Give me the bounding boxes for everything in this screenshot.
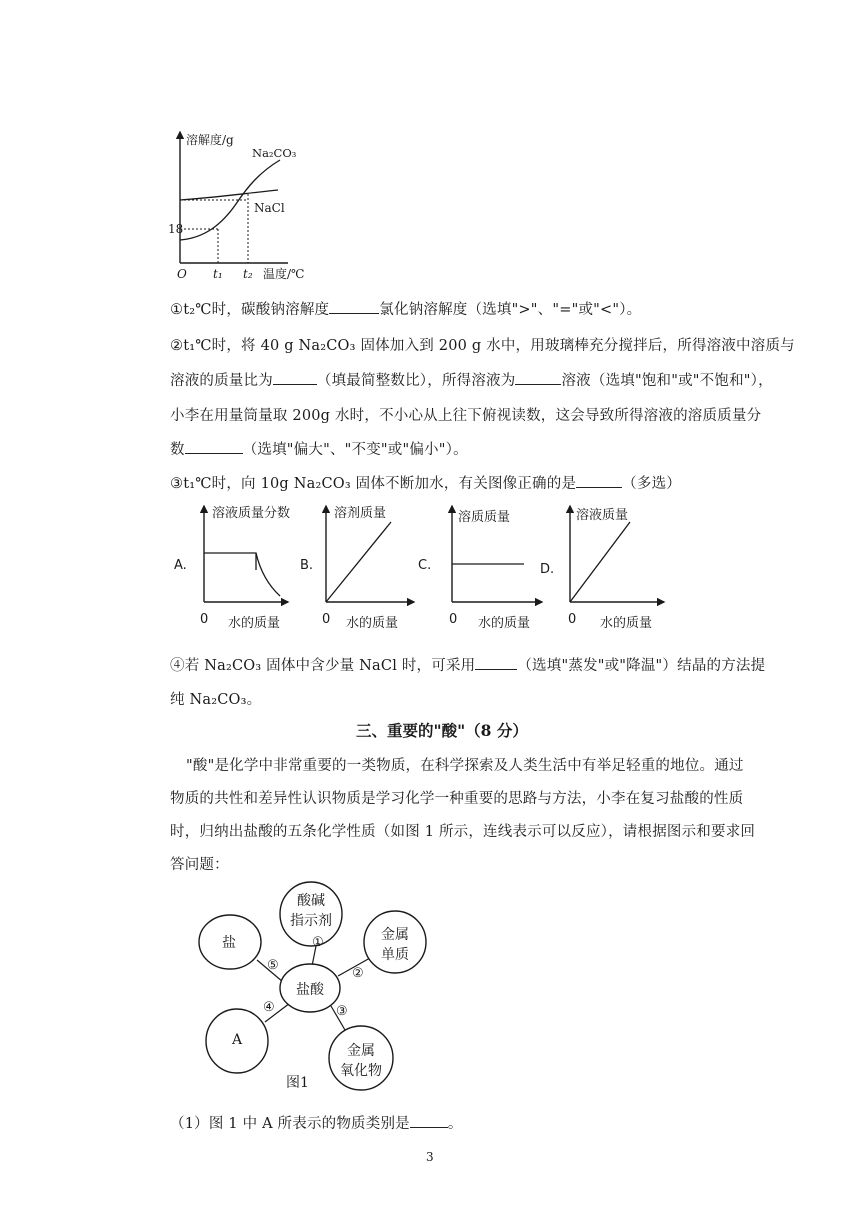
answer-blank-4[interactable] bbox=[185, 441, 243, 454]
y-tick-18: 18 bbox=[168, 222, 184, 236]
node-metal-label-2: 单质 bbox=[381, 947, 409, 963]
node-a-label: A bbox=[232, 1032, 243, 1048]
question-section3-1: （1）图 1 中 A 所表示的物质类别是 。 bbox=[170, 1116, 463, 1132]
option-a bbox=[168, 500, 298, 635]
intro-line-1: "酸"是化学中非常重要的一类物质，在科学探索及人类生活中有举足轻重的地位。通过 bbox=[186, 758, 744, 774]
option-letter-c: C. bbox=[418, 558, 432, 573]
x-tick-t1: t₁ bbox=[213, 267, 223, 281]
question-1: ①t₂℃时，碳酸钠溶解度 氯化钠溶解度（选填">"、"="或"<"）。 bbox=[170, 302, 642, 318]
option-b bbox=[296, 500, 421, 635]
option-letter-b: B. bbox=[300, 558, 314, 573]
option-a-origin: 0 bbox=[200, 612, 209, 627]
answer-blank-7[interactable] bbox=[410, 1115, 448, 1128]
edge-label-1: ① bbox=[312, 935, 324, 950]
option-d-xlabel: 水的质量 bbox=[600, 616, 653, 631]
answer-blank-3[interactable] bbox=[515, 372, 561, 385]
option-d-ylabel: 溶液质量 bbox=[576, 508, 629, 523]
x-axis-label: 温度/℃ bbox=[263, 267, 305, 281]
answer-blank-2[interactable] bbox=[273, 372, 317, 385]
option-c-xlabel: 水的质量 bbox=[478, 616, 531, 631]
answer-blank-5[interactable] bbox=[576, 475, 622, 488]
intro-line-3: 时，归纳出盐酸的五条化学性质（如图 1 所示，连线表示可以反应），请根据图示和要求回 bbox=[170, 824, 756, 840]
intro-line-4: 答问题： bbox=[170, 857, 229, 873]
option-b-ylabel: 溶剂质量 bbox=[334, 506, 387, 521]
y-axis-label: 溶解度/g bbox=[186, 133, 234, 147]
diagram-hydrochloric-acid bbox=[195, 878, 445, 1098]
option-c-origin: 0 bbox=[449, 612, 458, 627]
option-a-xlabel: 水的质量 bbox=[228, 616, 281, 631]
edge-label-4: ④ bbox=[263, 1000, 275, 1015]
node-center-label: 盐酸 bbox=[296, 982, 324, 998]
edge-label-3: ③ bbox=[336, 1004, 348, 1019]
intro-line-2: 物质的共性和差异性认识物质是学习化学一种重要的思路与方法，小李在复习盐酸的性质 bbox=[170, 791, 744, 807]
edge-label-2: ② bbox=[352, 966, 364, 981]
option-d bbox=[538, 500, 668, 635]
node-metal-oxide-label-1: 金属 bbox=[347, 1043, 375, 1059]
option-d-origin: 0 bbox=[568, 612, 577, 627]
series-label-nacl: NaCl bbox=[254, 201, 285, 215]
question-3: ③t₁℃时，向 10g Na₂CO₃ 固体不断加水，有关图像正确的是 （多选） bbox=[170, 476, 681, 492]
option-b-origin: 0 bbox=[322, 612, 331, 627]
question-2-line-2: 溶液的质量比为 （填最简整数比），所得溶液为 溶液（选填"饱和"或"不饱和"）， bbox=[170, 373, 773, 389]
origin-label: O bbox=[177, 267, 187, 281]
question-2-line-1: ②t₁℃时，将 40 g Na₂CO₃ 固体加入到 200 g 水中，用玻璃棒充分搅拌后，所得溶液中溶质与 bbox=[170, 338, 795, 354]
option-c-ylabel: 溶质质量 bbox=[458, 510, 511, 525]
option-a-ylabel: 溶液质量分数 bbox=[212, 506, 291, 521]
node-indicator-label-1: 酸碱 bbox=[297, 893, 325, 909]
x-tick-t2: t₂ bbox=[243, 267, 253, 281]
node-metal-oxide-label-2: 氧化物 bbox=[340, 1063, 382, 1079]
question-4-line-1: ④若 Na₂CO₃ 固体中含少量 NaCl 时，可采用 （选填"蒸发"或"降温"）结晶的方法提 bbox=[170, 658, 766, 674]
question-2-line-3: 小李在用量筒量取 200g 水时，不小心从上往下俯视读数，这会导致所得溶液的溶质质量分 bbox=[170, 408, 762, 424]
option-letter-d: D. bbox=[540, 562, 555, 577]
node-salt-label: 盐 bbox=[222, 935, 236, 951]
diagram-caption: 图1 bbox=[286, 1075, 309, 1091]
section-title: 三、重要的"酸"（8 分） bbox=[356, 721, 528, 740]
answer-blank-1[interactable] bbox=[329, 301, 379, 314]
option-letter-a: A. bbox=[174, 558, 187, 573]
question-2-line-4: 数 （选填"偏大"、"不变"或"偏小"）。 bbox=[170, 442, 468, 458]
node-metal-label-1: 金属 bbox=[381, 927, 409, 943]
option-c bbox=[416, 500, 546, 635]
nacl-curve bbox=[180, 190, 278, 200]
series-label-na2co3: Na₂CO₃ bbox=[252, 146, 297, 160]
solubility-chart bbox=[160, 128, 320, 283]
question-4-line-2: 纯 Na₂CO₃。 bbox=[170, 692, 262, 708]
edge-label-5: ⑤ bbox=[267, 958, 279, 973]
answer-blank-6[interactable] bbox=[475, 657, 517, 670]
page-number: 3 bbox=[426, 1150, 434, 1164]
option-b-xlabel: 水的质量 bbox=[346, 616, 399, 631]
node-indicator-label-2: 指示剂 bbox=[290, 913, 332, 929]
